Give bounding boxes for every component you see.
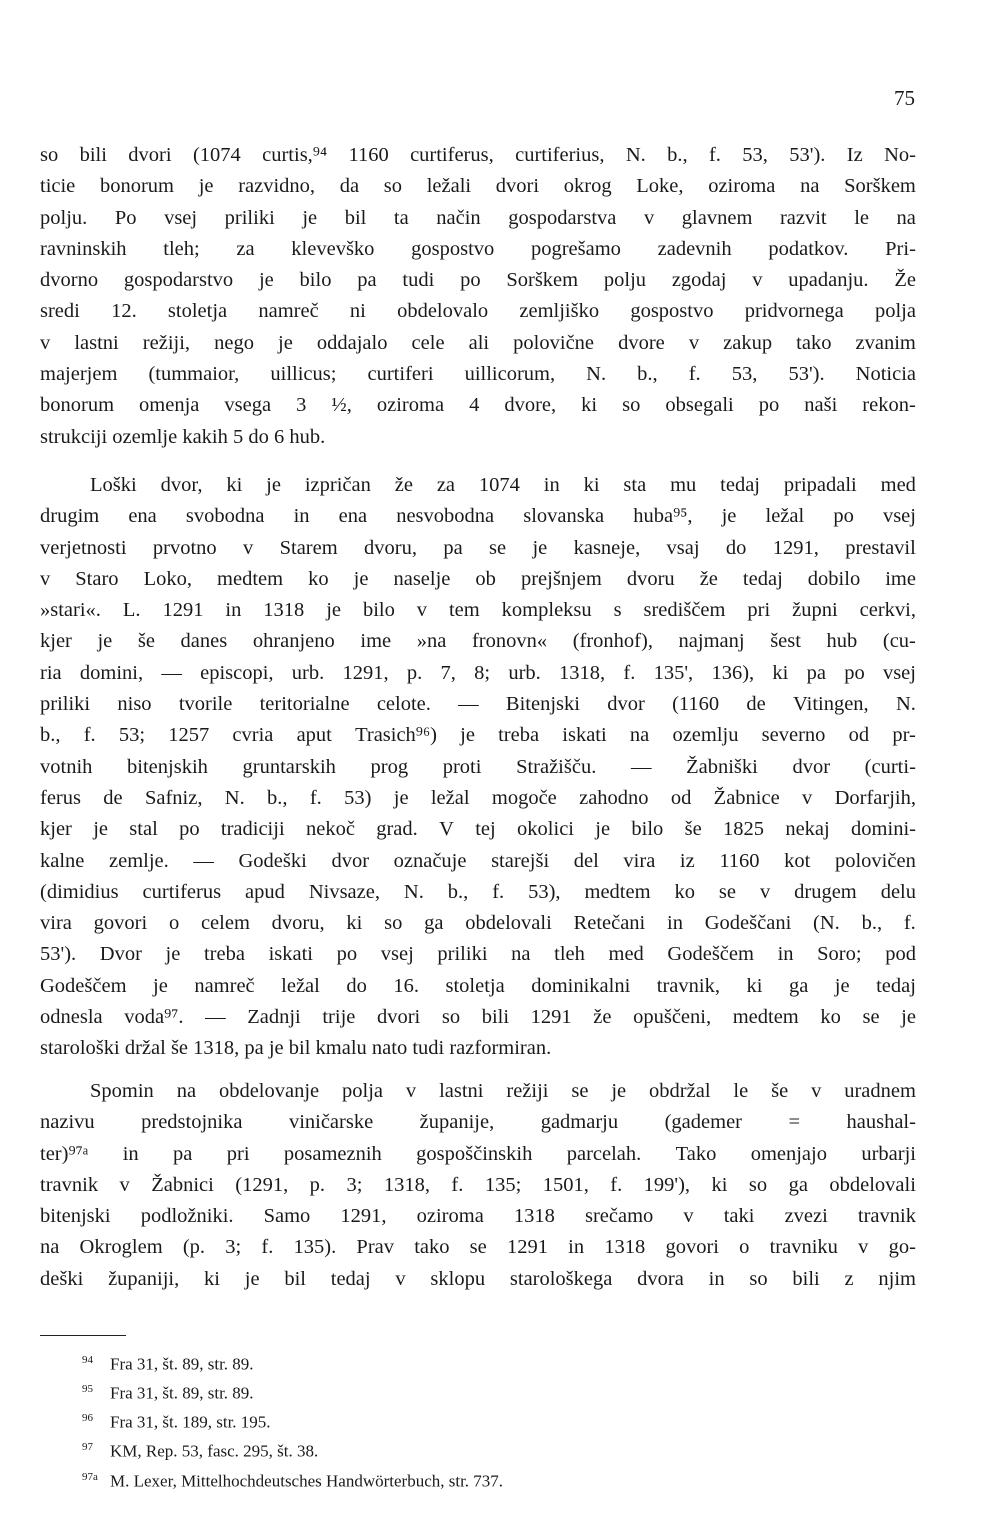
footnotes <box>82 1348 503 1494</box>
text-line: kjer je še danes ohranjeno ime »na fronovn« (fronhof), najmanj šest hub (cu- <box>40 630 916 653</box>
text-line: ravninskih tleh; za klevevško gospostvo pogrešamo zadevnih podatkov. Pri- <box>40 237 916 260</box>
text-line: Spomin na obdelovanje polja v lastni režiji se je obdržal le še v uradnem <box>90 1080 916 1102</box>
text-line: ticie bonorum je razvidno, da so ležali dvori okrog Loke, oziroma na Sorškem <box>40 175 916 198</box>
text-line: deški županiji, ki je bil tedaj v sklopu starološkega dvora in so bili z njim <box>40 1267 916 1290</box>
text-line: b., f. 53; 1257 cvria aput Trasich⁹⁶) je treba iskati na ozemlju severno od pr- <box>40 724 916 747</box>
text-line: ria domini, — episcopi, urb. 1291, p. 7, 8; urb. 1318, f. 135', 136), ki pa po vsej <box>40 661 916 684</box>
footnote-mark: 94 <box>82 1354 93 1366</box>
paragraph-3 <box>40 1076 916 1295</box>
footnote-text: Fra 31, št. 189, str. 195. <box>110 1412 271 1432</box>
text-line: odnesla voda⁹⁷. — Zadnji trije dvori so bili 1291 že opuščeni, medtem ko se je <box>40 1006 916 1029</box>
text-line: majerjem (tummaior, uillicus; curtiferi uillicorum, N. b., f. 53, 53'). Noticia <box>40 363 916 386</box>
text-line: ferus de Safniz, N. b., f. 53) je ležal mogoče zahodno od Žabnice v Dorfarjih, <box>40 786 916 809</box>
text-line: dvorno gospodarstvo je bilo pa tudi po Sorškem polju zgodaj v upadanju. Že <box>40 269 916 292</box>
text-line: kjer je stal po tradiciji nekoč grad. V tej okolici je bilo še 1825 nekaj domini- <box>40 818 916 841</box>
text-line: polju. Po vsej priliki je bil ta način gospodarstva v glavnem razvit le na <box>40 206 916 229</box>
paragraph-1 <box>40 140 916 453</box>
text-line: starološki držal še 1318, pa je bil kmalu nato tudi razformiran. <box>40 1037 552 1060</box>
text-line: votnih bitenjskih gruntarskih prog proti Stražišču. — Žabniški dvor (curti- <box>40 755 916 778</box>
footnote-mark: 96 <box>82 1412 93 1425</box>
text-line: verjetnosti prvotno v Starem dvoru, pa se je kasneje, vsaj do 1291, prestavil <box>40 536 916 559</box>
footnote-text: Fra 31, št. 89, str. 89. <box>110 1383 254 1403</box>
text-line: »stari«. L. 1291 in 1318 je bilo v tem kompleksu s središčem pri župni cerkvi, <box>40 599 916 622</box>
text-line: Godeščem je namreč ležal do 16. stoletja dominikalni travnik, ki ga je tedaj <box>40 974 916 997</box>
footnote <box>82 1377 503 1406</box>
text-line: travnik v Žabnici (1291, p. 3; 1318, f. 135; 1501, f. 199'), ki so ga obdelovali <box>40 1173 916 1196</box>
footnote-text: Fra 31, št. 89, str. 89. <box>110 1354 254 1374</box>
footnote <box>82 1435 503 1464</box>
text-line: bitenjski podložniki. Samo 1291, oziroma 1318 srečamo v taki zvezi travnik <box>40 1205 916 1228</box>
text-line: nazivu predstojnika viničarske županije, gadmarju (gademer = haushal- <box>40 1111 916 1134</box>
text-line: so bili dvori (1074 curtis,⁹⁴ 1160 curtiferus, curtiferius, N. b., f. 53, 53'). Iz No- <box>40 144 916 166</box>
footnote-mark: 97 <box>82 1441 93 1454</box>
text-line: kalne zemlje. — Godeški dvor označuje starejši del vira iz 1160 kot polovičen <box>40 849 916 872</box>
footnote-separator <box>40 1335 126 1336</box>
paragraph-2 <box>40 470 916 1065</box>
text-line: v lastni režiji, nego je oddajalo cele ali polovične dvore v zakup tako zvanim <box>40 331 916 354</box>
text-line: drugim ena svobodna in ena nesvobodna slovanska huba⁹⁵, je ležal po vsej <box>40 505 916 528</box>
text-line: strukciji ozemlje kakih 5 do 6 hub. <box>40 425 326 448</box>
text-line: v Staro Loko, medtem ko je naselje ob prejšnjem dvoru že tedaj dobilo ime <box>40 567 916 590</box>
text-line: sredi 12. stoletja namreč ni obdelovalo zemljiško gospostvo pridvornega polja <box>40 300 916 323</box>
text-line: Loški dvor, ki je izpričan že za 1074 in ki sta mu tedaj pripadali med <box>90 474 916 496</box>
footnote <box>82 1348 503 1377</box>
text-line: na Okroglem (p. 3; f. 135). Prav tako se 1291 in 1318 govori o travniku v go- <box>40 1236 916 1259</box>
page-number: 75 <box>894 86 915 110</box>
text-line: vira govori o celem dvoru, ki so ga obdelovali Retečani in Godeščani (N. b., f. <box>40 912 916 935</box>
footnote-mark: 95 <box>82 1383 93 1396</box>
footnote-text: KM, Rep. 53, fasc. 295, št. 38. <box>110 1442 319 1462</box>
text-line: 53'). Dvor je treba iskati po vsej priliki na tleh med Godeščem in Soro; pod <box>40 943 916 966</box>
footnote <box>82 1465 503 1494</box>
footnote-text: M. Lexer, Mittelhochdeutsches Handwörterbuch, str. 737. <box>110 1471 504 1491</box>
text-line: bonorum omenja vsega 3 ½, oziroma 4 dvore, ki so obsegali po naši rekon- <box>40 394 916 417</box>
text-line: (dimidius curtiferus apud Nivsaze, N. b., f. 53), medtem ko se v drugem delu <box>40 880 916 903</box>
footnote <box>82 1406 503 1435</box>
text-line: ter)⁹⁷ᵃ in pa pri posameznih gospoščinskih parcelah. Tako omenjajo urbarji <box>40 1142 916 1165</box>
footnote-mark: 97a <box>82 1470 98 1483</box>
text-line: priliki niso tvorile teritorialne celote. — Bitenjski dvor (1160 de Vitingen, N. <box>40 693 916 716</box>
